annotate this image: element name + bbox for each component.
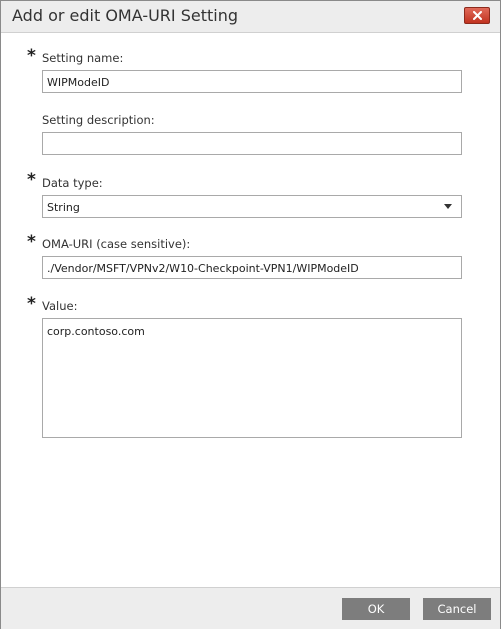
setting-name-input[interactable]: WIPModeID [42,70,462,93]
required-marker: * [27,294,36,314]
dialog-footer [1,587,500,629]
ok-button[interactable]: OK [342,598,410,620]
chevron-down-icon [444,204,452,209]
close-icon [473,11,482,20]
dialog-title: Add or edit OMA-URI Setting [12,6,239,25]
setting-description-label: Setting description: [42,113,155,127]
setting-name-label: Setting name: [42,51,124,65]
close-button[interactable] [464,7,490,24]
required-marker: * [27,170,36,190]
oma-uri-label: OMA-URI (case sensitive): [42,237,191,251]
setting-description-input[interactable] [42,132,462,155]
value-textarea[interactable]: corp.contoso.com [42,318,462,438]
required-marker: * [27,232,36,252]
title-bar [1,1,500,33]
value-label: Value: [42,299,78,313]
oma-uri-input[interactable]: ./Vendor/MSFT/VPNv2/W10-Checkpoint-VPN1/WIPModeID [42,256,462,279]
data-type-select[interactable] [42,195,462,218]
cancel-button[interactable]: Cancel [423,598,491,620]
data-type-label: Data type: [42,176,103,190]
required-marker: * [27,46,36,66]
data-type-selected-value: String [47,201,80,214]
